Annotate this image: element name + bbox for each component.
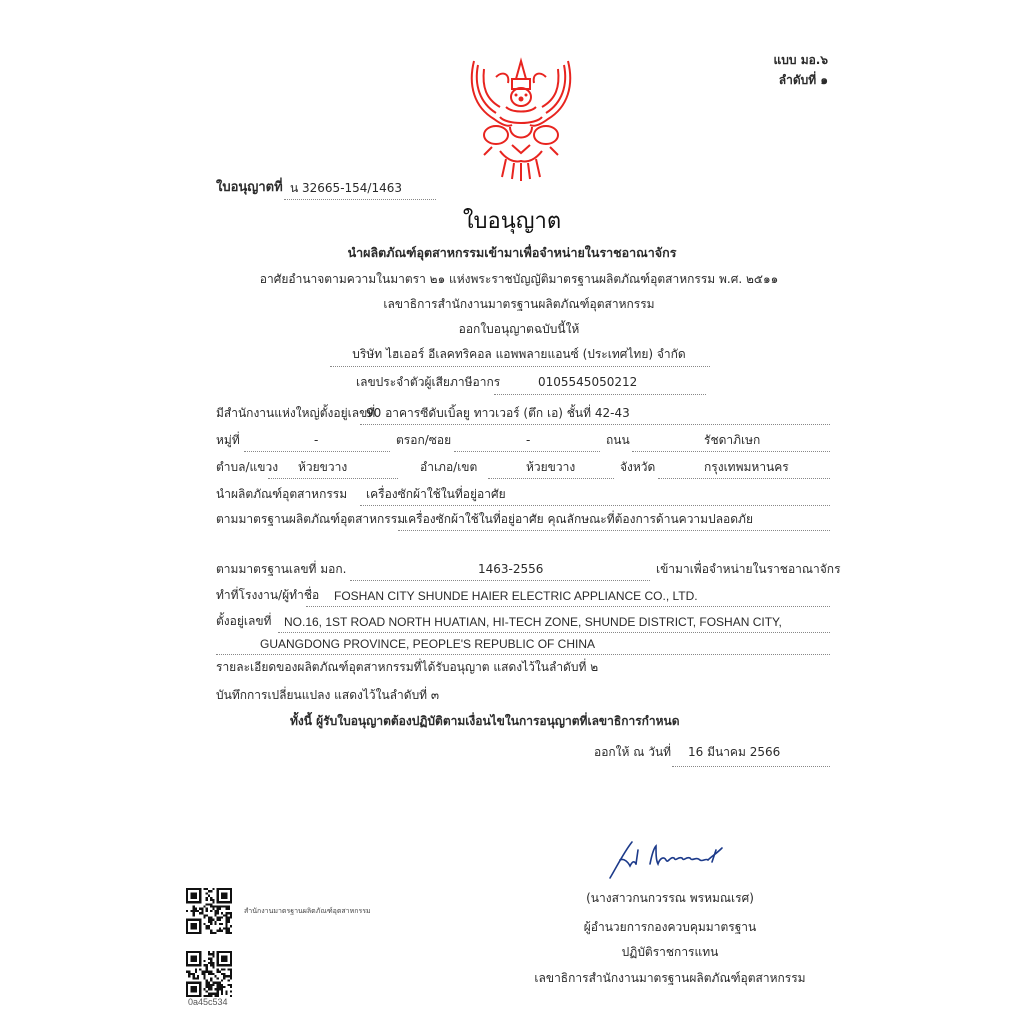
subdistrict-value: ห้วยขวาง [298,460,348,474]
factory-label: ทำที่โรงงาน/ผู้ทำชื่อ [216,588,320,602]
preamble-line-2: เลขาธิการสำนักงานมาตรฐานผลิตภัณฑ์อุตสาหกรรม [383,297,655,311]
standard-label: ตามมาตรฐานผลิตภัณฑ์อุตสาหกรรม [216,512,406,526]
factory-address-label: ตั้งอยู่เลขที่ [216,614,272,628]
soi-label: ตรอก/ซอย [396,433,452,447]
factory-address-dotline-1 [278,632,830,633]
document-title: ใบอนุญาต [462,209,562,234]
license-no-value: น 32665-154/1463 [290,181,403,195]
issued-date: 16 มีนาคม 2566 [688,745,781,759]
qr-code-icon [186,888,232,934]
tax-id-value: 0105545050212 [538,375,638,389]
province-label: จังหวัด [620,460,656,474]
product-line [360,505,830,506]
moo-label: หมู่ที่ [216,433,240,447]
garuda-emblem [466,55,576,183]
signatory-position: ผู้อำนวยการกองควบคุมมาตรฐาน [583,920,757,934]
moo-line [244,451,390,452]
factory-address-line-2: GUANGDONG PROVINCE, PEOPLE'S REPUBLIC OF CHINA [260,637,596,651]
province-line [658,478,830,479]
preamble-line-1: อาศัยอำนาจตามความในมาตรา ๒๑ แห่งพระราชบัญญัติมาตรฐานผลิตภัณฑ์อุตสาหกรรม พ.ศ. ๒๕๑๑ [259,272,779,286]
condition-text: ทั้งนี้ ผู้รับใบอนุญาตต้องปฏิบัติตามเงื่อนไขในการอนุญาตที่เลขาธิการกำหนด [290,714,680,728]
signatory-on-behalf: เลขาธิการสำนักงานมาตรฐานผลิตภัณฑ์อุตสาหกรรม [534,971,806,985]
note-changes: บันทึกการเปลี่ยนแปลง แสดงไว้ในลำดับที่ ๓ [216,688,440,702]
product-value: เครื่องซักผ้าใช้ในที่อยู่อาศัย [366,487,506,501]
signatory-acting: ปฏิบัติราชการแทน [621,945,719,959]
form-sequence: ลำดับที่ ๑ [778,73,828,87]
standard-value: เครื่องซักผ้าใช้ในที่อยู่อาศัย คุณลักษณะที่ต้องการด้านความปลอดภัย [404,512,753,526]
standard-no-value: 1463-2556 [478,562,544,576]
tax-id-label: เลขประจำตัวผู้เสียภาษีอากร [356,375,501,389]
standard-no-line [350,580,650,581]
licensee-name: บริษัท ไฮเออร์ อีเลคทริคอล แอพพลายแอนซ์ (ประเทศไทย) จำกัด [352,347,686,361]
road-line [632,451,830,452]
note-details: รายละเอียดของผลิตภัณฑ์อุตสาหกรรมที่ได้รับอนุญาต แสดงไว้ในลำดับที่ ๒ [216,660,599,674]
factory-address-line-1: NO.16, 1ST ROAD NORTH HUATIAN, HI-TECH ZONE, SHUNDE DISTRICT, FOSHAN CITY, [284,615,782,629]
qr-code-icon [186,951,232,997]
province-value: กรุงเทพมหานคร [704,460,789,474]
tax-id-line [494,394,706,395]
subdistrict-line [268,478,398,479]
factory-address-dotline-2 [216,654,830,655]
district-line [488,478,614,479]
document-code: 0a45c534 [188,997,228,1007]
district-value: ห้วยขวาง [526,460,576,474]
issued-label: ออกให้ ณ วันที่ [594,745,672,759]
road-label: ถนน [606,433,630,447]
issued-line [672,766,830,767]
signatory-name: (นางสาวกนกวรรณ พรหมณเรศ) [586,891,754,905]
product-label: นำผลิตภัณฑ์อุตสาหกรรม [216,487,348,501]
soi-value: - [526,433,531,447]
form-code: แบบ มอ.๖ [773,53,828,67]
document-subtitle: นำผลิตภัณฑ์อุตสาหกรรมเข้ามาเพื่อจำหน่ายในราชอาณาจักร [347,245,677,260]
license-no-label: ใบอนุญาตที่ [216,180,283,195]
licensee-line [330,366,710,367]
head-office-line [360,424,830,425]
head-office-label: มีสำนักงานแห่งใหญ่ตั้งอยู่เลขที่ [216,406,376,420]
soi-line [454,451,600,452]
district-label: อำเภอ/เขต [420,460,478,474]
signature-image [606,834,732,882]
road-value: รัชดาภิเษก [704,433,761,447]
standard-no-suffix: เข้ามาเพื่อจำหน่ายในราชอาณาจักร [656,562,841,576]
license-no-line [284,199,436,200]
head-office-value: 90 อาคารซีดับเบิ้ลยู ทาวเวอร์ (ตึก เอ) ชั้นที่ 42-43 [366,406,630,420]
qr-caption: สำนักงานมาตรฐานผลิตภัณฑ์อุตสาหกรรม [244,907,371,915]
factory-line [306,606,830,607]
preamble-line-3: ออกใบอนุญาตฉบับนี้ให้ [458,322,580,336]
factory-value: FOSHAN CITY SHUNDE HAIER ELECTRIC APPLIANCE CO., LTD. [334,589,698,603]
moo-value: - [314,433,319,447]
standard-line [398,530,830,531]
subdistrict-label: ตำบล/แขวง [216,460,279,474]
standard-no-label: ตามมาตรฐานเลขที่ มอก. [216,562,347,576]
